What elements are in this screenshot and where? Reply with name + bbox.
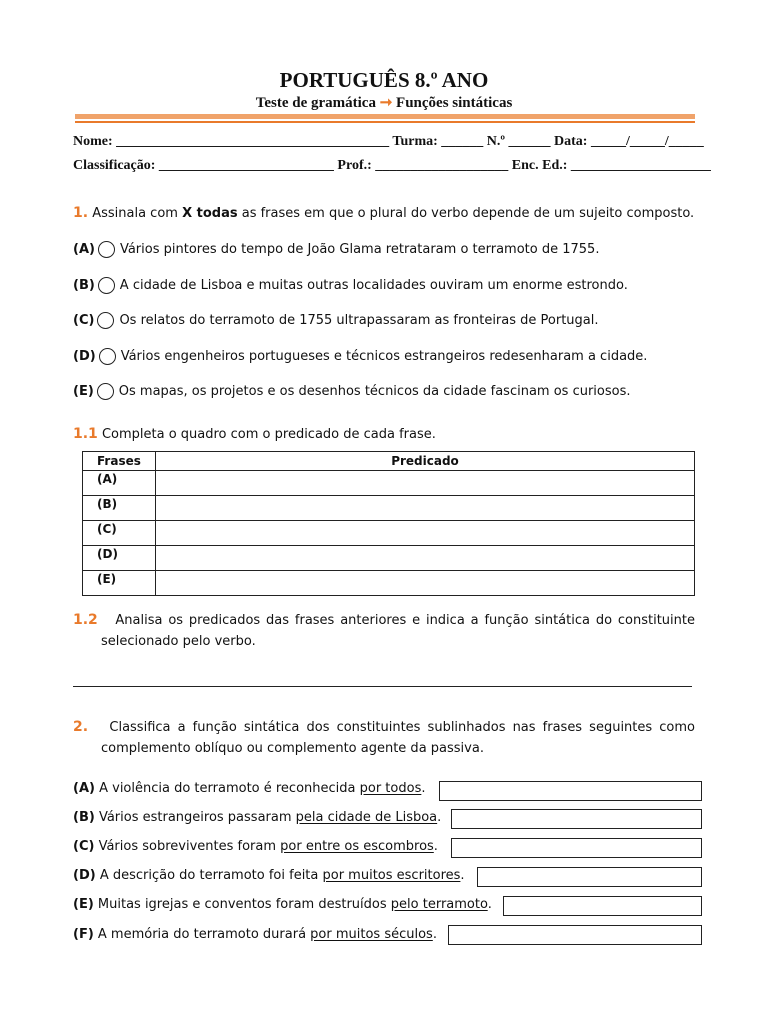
predicate-cell-e[interactable] (156, 571, 695, 596)
table-header-row (83, 452, 695, 471)
student-info-line-2[interactable]: Classificação: _________________________ Prof.: ___________________ Enc. Ed.: ____________________ (73, 158, 711, 173)
option-text: A cidade de Lisboa e muitas outras localidades ouviram um enorme estrondo. (119, 278, 628, 293)
question-1-1-number: 1.1 (73, 426, 98, 442)
question-1-1 (73, 426, 436, 442)
option-label: (D) (73, 349, 96, 364)
item-text: A descrição do terramoto foi feita (99, 868, 323, 883)
option-e-checkbox[interactable] (97, 383, 114, 400)
option-a-checkbox[interactable] (98, 241, 115, 258)
item-underlined: por muitos escritores (322, 868, 461, 883)
item-text: A memória do terramoto durará (97, 927, 311, 942)
q2-item-c (73, 839, 438, 854)
option-c-checkbox[interactable] (97, 312, 114, 329)
answer-box-e[interactable] (503, 896, 702, 916)
item-label: (B) (73, 810, 95, 825)
answer-box-d[interactable] (477, 867, 702, 887)
item-underlined: por muitos séculos (310, 927, 433, 942)
table-row (83, 571, 695, 596)
table-row (83, 546, 695, 571)
answer-box-b[interactable] (451, 809, 702, 829)
predicate-table (82, 451, 695, 596)
question-2-number: 2. (73, 719, 89, 735)
answer-line[interactable] (73, 686, 692, 687)
option-c (73, 312, 599, 329)
option-label: (C) (73, 313, 95, 328)
item-label: (A) (73, 781, 95, 796)
header-divider-thick (75, 114, 695, 119)
option-text: Os mapas, os projetos e os desenhos técnicos da cidade fascinam os curiosos. (118, 384, 631, 399)
question-1-2-text: Analisa os predicados das frases anteriores e indica a função sintática do constituinte selecionado pelo verbo. (101, 613, 695, 649)
table-row-label: (E) (83, 571, 156, 596)
question-1-2-number: 1.2 (73, 612, 98, 628)
question-1-text-pre: Assinala com (92, 206, 183, 221)
item-post: . (487, 897, 492, 912)
table-row-label: (D) (83, 546, 156, 571)
q2-item-d (73, 868, 465, 883)
subtitle-right: Funções sintáticas (396, 95, 513, 111)
option-label: (E) (73, 384, 94, 399)
item-post: . (437, 810, 442, 825)
option-text: Os relatos do terramoto de 1755 ultrapassaram as fronteiras de Portugal. (119, 313, 599, 328)
table-row (83, 471, 695, 496)
answer-box-a[interactable] (439, 781, 702, 801)
student-info-line-1[interactable]: Nome: _______________________________________ Turma: ______ N.º ______ Data: _____/_____/_____ (73, 134, 704, 149)
item-underlined: pela cidade de Lisboa (295, 810, 438, 825)
option-b-checkbox[interactable] (98, 277, 115, 294)
table-header-frases: Frases (83, 452, 156, 471)
option-label: (B) (73, 278, 95, 293)
option-d (73, 348, 647, 365)
option-text: Vários pintores do tempo de João Glama retrataram o terramoto de 1755. (119, 242, 600, 257)
table-row-label: (B) (83, 496, 156, 521)
subtitle-left: Teste de gramática (255, 95, 376, 111)
item-post: . (421, 781, 426, 796)
question-1-1-text: Completa o quadro com o predicado de cada frase. (101, 427, 436, 442)
predicate-cell-a[interactable] (156, 471, 695, 496)
option-d-checkbox[interactable] (99, 348, 116, 365)
arrow-right-icon: ➞ (379, 95, 393, 111)
item-label: (D) (73, 868, 96, 883)
option-e (73, 383, 631, 400)
answer-box-c[interactable] (451, 838, 702, 858)
table-row-label: (C) (83, 521, 156, 546)
question-1 (73, 205, 694, 221)
item-underlined: pelo terramoto (390, 897, 488, 912)
question-1-text-post: as frases em que o plural do verbo depende de um sujeito composto. (237, 206, 695, 221)
item-post: . (432, 927, 437, 942)
item-text: Vários estrangeiros passaram (98, 810, 296, 825)
q2-item-e (73, 897, 492, 912)
q2-item-f (73, 927, 437, 942)
option-b (73, 277, 628, 294)
question-2-text: Classifica a função sintática dos constituintes sublinhados nas frases seguintes como complemento oblíquo ou complemento agente da passiva. (101, 720, 695, 756)
item-label: (C) (73, 839, 95, 854)
question-1-2 (73, 610, 695, 652)
question-1-text-bold: X todas (182, 206, 238, 221)
page-subtitle (0, 93, 768, 112)
predicate-cell-b[interactable] (156, 496, 695, 521)
item-text: A violência do terramoto é reconhecida (99, 781, 360, 796)
table-header-predicado: Predicado (156, 452, 695, 471)
item-label: (E) (73, 897, 94, 912)
item-post: . (460, 868, 465, 883)
item-text: Vários sobreviventes foram (98, 839, 281, 854)
option-a (73, 241, 599, 258)
answer-box-f[interactable] (448, 925, 702, 945)
item-text: Muitas igrejas e conventos foram destruídos (97, 897, 391, 912)
table-row (83, 521, 695, 546)
item-underlined: por entre os escombros (280, 839, 434, 854)
option-text: Vários engenheiros portugueses e técnicos estrangeiros redesenharam a cidade. (120, 349, 648, 364)
option-label: (A) (73, 242, 95, 257)
item-underlined: por todos (359, 781, 422, 796)
q2-item-b (73, 810, 441, 825)
q2-item-a (73, 781, 425, 796)
predicate-cell-c[interactable] (156, 521, 695, 546)
question-1-number: 1. (73, 205, 89, 221)
item-post: . (433, 839, 438, 854)
item-label: (F) (73, 927, 94, 942)
question-2 (73, 717, 695, 759)
predicate-cell-d[interactable] (156, 546, 695, 571)
table-row-label: (A) (83, 471, 156, 496)
header-divider-thin (75, 121, 695, 123)
page-title: PORTUGUÊS 8.º ANO (279, 68, 489, 92)
table-row (83, 496, 695, 521)
